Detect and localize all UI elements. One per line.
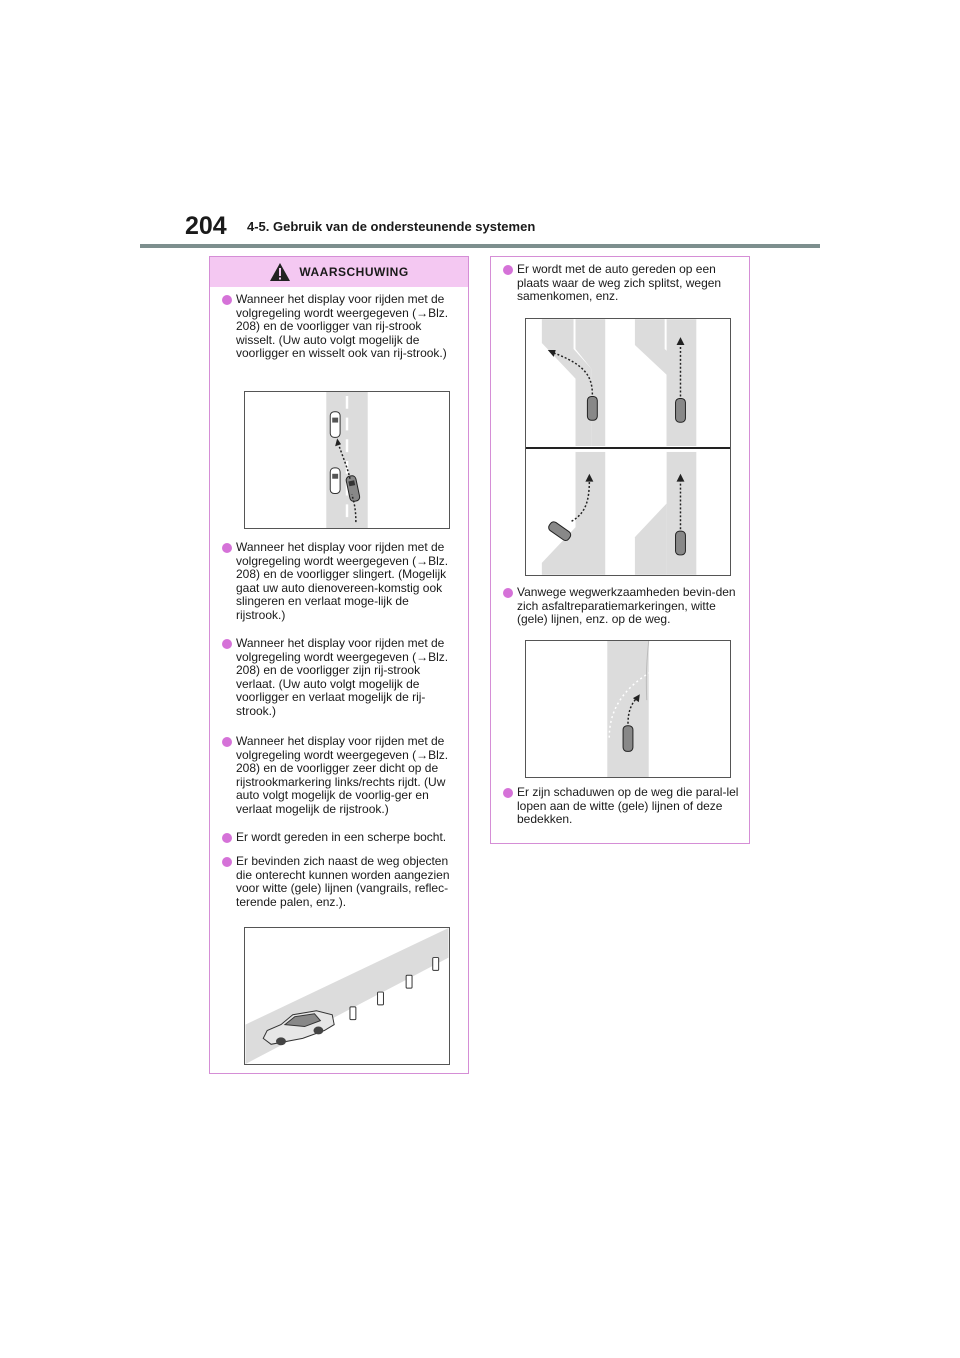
bullet-icon (503, 265, 513, 275)
section-title: 4-5. Gebruik van de ondersteunende systemen (247, 219, 536, 234)
list-item (218, 735, 458, 829)
list-item-text: Er bevinden zich naast de weg objecten die onterecht kunnen worden aangezien voor witte (gele) lijnen (vangrails, reflec-terende palen, enz.). (236, 854, 450, 909)
list-item (218, 293, 458, 387)
list-item-text: Er wordt met de auto gereden op een plaats waar de weg zich splitst, wegen samenkomen, enz. (517, 262, 722, 303)
bullet-icon (222, 737, 232, 747)
list-item-text: Wanneer het display voor rijden met de volgregeling wordt weergegeven (→Blz. 208) en de voorligger slingert. (Mogelijk gaat uw auto dienovereen-komstig ook slingeren en verlaat moge-lijk de rijstrook.) (236, 540, 449, 622)
bullet-icon (222, 639, 232, 649)
road-marking-figure (525, 640, 731, 778)
list-item (499, 786, 739, 826)
list-item-text: Wanneer het display voor rijden met de volgregeling wordt weergegeven (→Blz. 208) en de voorligger zijn rij-strook verlaat. (Uw auto volgt mogelijk de voorligger en verlaat mogelijk de rij-strook.) (236, 636, 449, 718)
bullet-icon (222, 543, 232, 553)
list-item-text: Er wordt gereden in een scherpe bocht. (236, 830, 447, 844)
bullet-icon (222, 857, 232, 867)
lane-change-figure (244, 391, 450, 529)
list-item (218, 831, 458, 855)
bullet-icon (222, 295, 232, 305)
list-item (499, 263, 739, 311)
bullet-icon (503, 588, 513, 598)
road-split-merge-figure (525, 318, 731, 576)
warning-box-right (490, 256, 750, 844)
warning-box-left (209, 256, 469, 1074)
list-item (218, 855, 458, 921)
warning-header (210, 257, 468, 287)
list-item (499, 586, 739, 634)
list-item-text: Er zijn schaduwen op de weg die paral-lel lopen aan de witte (gele) lijnen of deze bedekken. (517, 785, 739, 826)
bullet-icon (503, 788, 513, 798)
list-item-text: Vanwege wegwerkzaamheden bevin-den zich asfaltreparatiemarkeringen, witte (gele) lijnen, enz. op de weg. (517, 585, 736, 626)
header-divider (140, 244, 820, 248)
list-item (218, 541, 458, 635)
page-number: 204 (185, 212, 227, 240)
list-item (218, 637, 458, 735)
list-item-text: Wanneer het display voor rijden met de volgregeling wordt weergegeven (→Blz. 208) en de voorligger van rij-strook wisselt. (Uw auto volgt mogelijk de voorligger en wisselt ook van rij-strook.) (236, 292, 449, 360)
guardrail-figure (244, 927, 450, 1065)
warning-triangle-icon (269, 262, 291, 282)
list-item-text: Wanneer het display voor rijden met de volgregeling wordt weergegeven (→Blz. 208) en de voorligger zeer dicht op de rijstrookmarkering links/rechts rijdt. (Uw auto volgt mogelijk de voorlig-ger en verlaat mogelijk de rijstrook.) (236, 734, 449, 816)
bullet-icon (222, 833, 232, 843)
warning-title: WAARSCHUWING (299, 265, 409, 279)
